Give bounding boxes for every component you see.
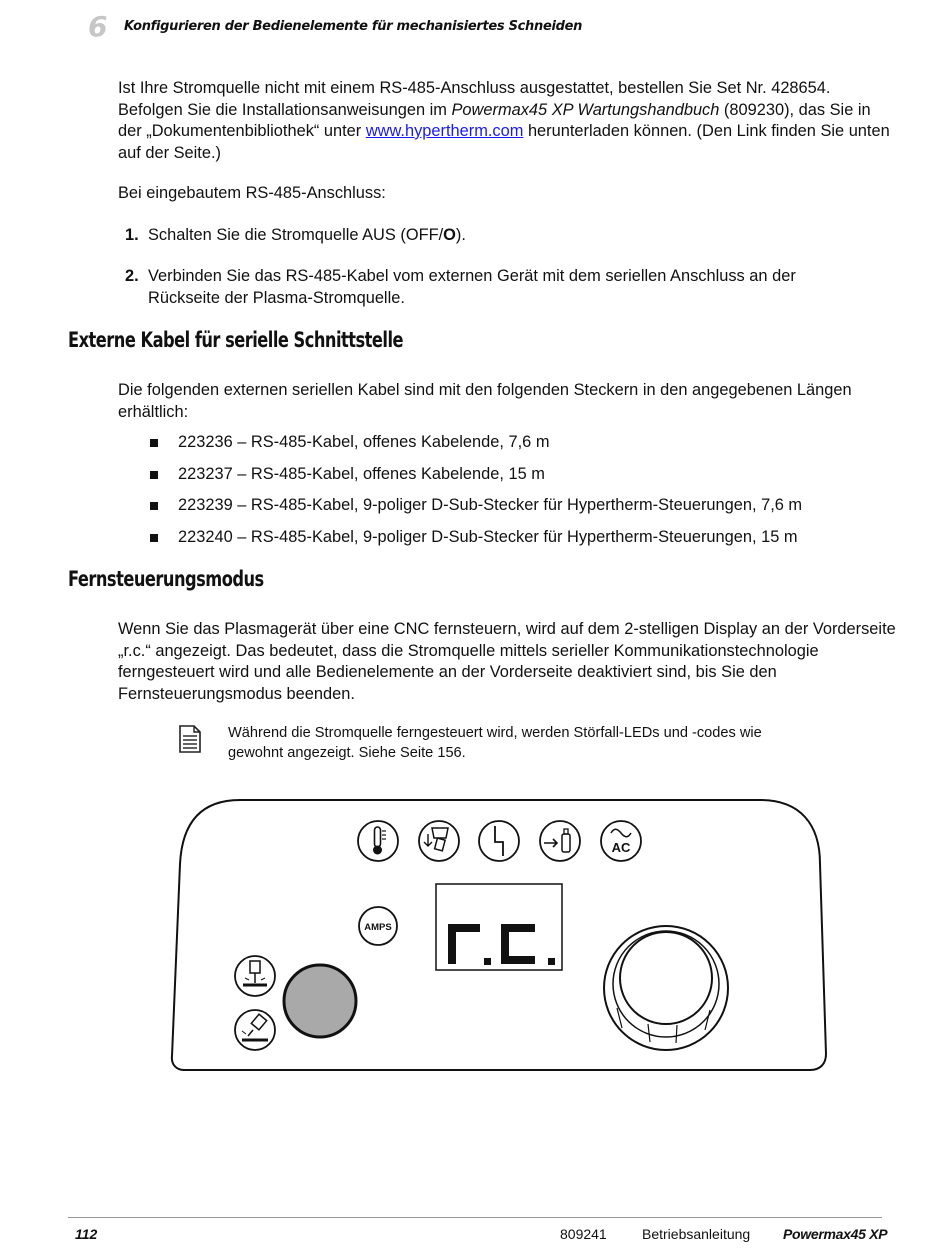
svg-text:AC: AC [611, 840, 631, 855]
footer-divider [68, 1217, 882, 1218]
gas-pressure-icon [540, 821, 580, 861]
manual-title: Powermax45 XP Wartungshandbuch [451, 100, 720, 119]
product-name: Powermax45 XP [783, 1226, 888, 1242]
section-title-cables: Externe Kabel für serielle Schnittstelle [68, 328, 404, 352]
gouge-mode-icon [235, 1010, 275, 1050]
power-button [284, 965, 356, 1037]
chapter-title: Konfigurieren der Bedienelemente für mechanisiertes Schneiden [124, 19, 583, 34]
step-text: Verbinden Sie das RS-485-Kabel vom externen Gerät mit dem seriellen Anschluss an der Rückseite der Plasma-Stromquelle. [148, 267, 796, 307]
rs485-intro: Bei eingebautem RS-485-Anschluss: [118, 184, 386, 202]
remote-paragraph: Wenn Sie das Plasmagerät über eine CNC fernsteuern, wird auf dem 2-stelligen Display an der Vorderseite „r.c.“ angezeigt. Das bedeutet, dass die Stromquelle mittels serieller Kommunikationstechnologie ferngesteuert wird und alle Bedienelemente an der Vorderseite deaktiviert sind, bis Sie den Fernsteuerungsmodus beenden. [118, 620, 896, 703]
hypertherm-link[interactable]: www.hypertherm.com [365, 122, 524, 140]
ac-power-icon [601, 821, 641, 861]
lightning-icon [479, 821, 519, 861]
thermometer-icon [358, 821, 398, 861]
amps-button [359, 907, 397, 945]
chapter-number: 6 [88, 10, 108, 43]
page-number: 112 [75, 1226, 98, 1242]
two-digit-display [436, 884, 562, 970]
step-number: 2. [125, 267, 139, 285]
cut-mode-icon [235, 956, 275, 996]
adjustment-knob [604, 926, 728, 1050]
cables-intro: Die folgenden externen seriellen Kabel sind mit den folgenden Steckern in den angegebenen Längen erhältlich: [118, 381, 852, 421]
svg-text:AMPS: AMPS [364, 922, 392, 933]
torch-cap-icon [419, 821, 459, 861]
doc-type: Betriebsanleitung [642, 1226, 751, 1242]
note-icon [178, 725, 202, 753]
step-number: 1. [125, 226, 139, 244]
note-text: Während die Stromquelle ferngesteuert wird, werden Störfall-LEDs und -codes wie gewohnt angezeigt. Siehe Seite 156. [228, 725, 762, 761]
front-panel-illustration [170, 798, 830, 1074]
doc-number: 809241 [560, 1226, 607, 1242]
intro-paragraph: Ist Ihre Stromquelle nicht mit einem RS-485-Anschluss ausgestattet, bestellen Sie Set Nr. 428654. Befolgen Sie die Installationsanweisungen im Powermax45 XP Wartungshandbuch (809230), das Sie in der „Dokumentenbibliothek“ unter www.hypertherm.com herunterladen können. (Den Link finden Sie unten auf der Seite.) [118, 79, 890, 162]
section-title-remote: Fernsteuerungsmodus [68, 567, 264, 591]
step-text: Schalten Sie die Stromquelle AUS (OFF/O). [148, 226, 466, 244]
